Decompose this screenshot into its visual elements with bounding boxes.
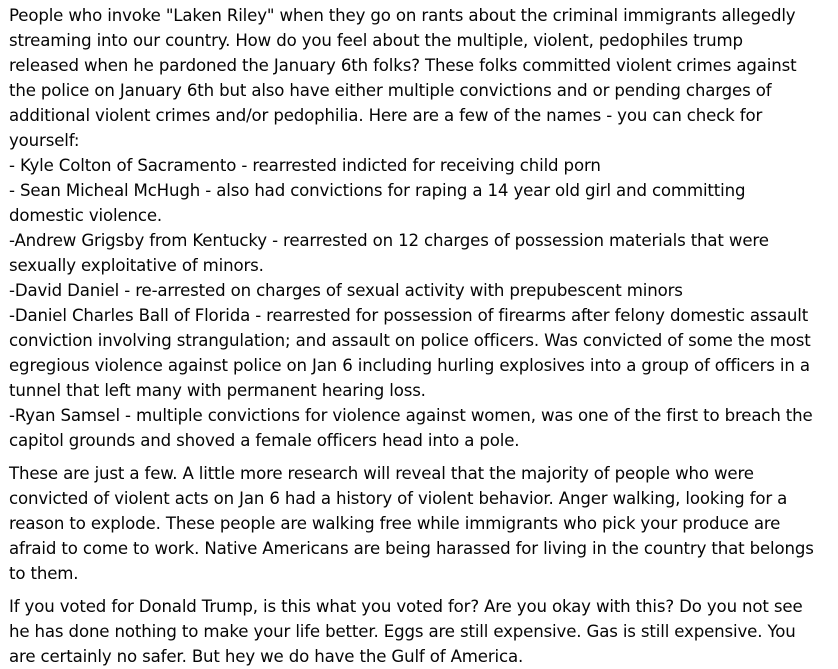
text-line: he has done nothing to make your life better. Eggs are still expensive. Gas is still expensive. You <box>9 622 796 641</box>
text-line: reason to explode. These people are walking free while immigrants who pick your produce are <box>9 514 781 533</box>
text-line: convicted of violent acts on Jan 6 had a history of violent behavior. Anger walking, looking for a <box>9 489 788 508</box>
text-line: People who invoke "Laken Riley" when they go on rants about the criminal immigrants allegedly <box>9 6 796 25</box>
text-line: the police on January 6th but also have either multiple convictions and or pending charges of <box>9 81 772 100</box>
text-line: additional violent crimes and/or pedophilia. Here are a few of the names - you can check for <box>9 106 763 125</box>
post-paragraph-few <box>9 461 835 586</box>
list-item: -Andrew Grigsby from Kentucky - rearrested on 12 charges of possession materials that were <box>9 231 769 250</box>
list-item: conviction involving strangulation; and assault on police officers. Was convicted of some the most <box>9 331 811 350</box>
text-line: These are just a few. A little more research will reveal that the majority of people who were <box>9 464 754 483</box>
list-item: -David Daniel - re-arrested on charges of sexual activity with prepubescent minors <box>9 281 683 300</box>
post-body <box>9 3 835 669</box>
text-line: If you voted for Donald Trump, is this what you voted for? Are you okay with this? Do you not see <box>9 597 803 616</box>
post-paragraph-closing <box>9 594 835 669</box>
text-line: yourself: <box>9 131 80 150</box>
text-line: to them. <box>9 564 79 583</box>
list-item: domestic violence. <box>9 206 163 225</box>
list-item: -Daniel Charles Ball of Florida - rearrested for possession of firearms after felony domestic assault <box>9 306 809 325</box>
list-item: tunnel that left many with permanent hearing loss. <box>9 381 426 400</box>
text-line: streaming into our country. How do you feel about the multiple, violent, pedophiles trump <box>9 31 743 50</box>
text-line: afraid to come to work. Native Americans are being harassed for living in the country that belongs <box>9 539 814 558</box>
list-item: egregious violence against police on Jan 6 including hurling explosives into a group of officers in a <box>9 356 810 375</box>
list-item: - Kyle Colton of Sacramento - rearrested indicted for receiving child porn <box>9 156 601 175</box>
list-item: -Ryan Samsel - multiple convictions for violence against women, was one of the first to breach the <box>9 406 813 425</box>
list-item: capitol grounds and shoved a female officers head into a pole. <box>9 431 520 450</box>
list-item: sexually exploitative of minors. <box>9 256 264 275</box>
list-item: - Sean Micheal McHugh - also had convictions for raping a 14 year old girl and committing <box>9 181 746 200</box>
text-line: released when he pardoned the January 6th folks? These folks committed violent crimes against <box>9 56 797 75</box>
text-line: are certainly no safer. But hey we do have the Gulf of America. <box>9 647 524 666</box>
post-paragraph-intro <box>9 3 835 453</box>
